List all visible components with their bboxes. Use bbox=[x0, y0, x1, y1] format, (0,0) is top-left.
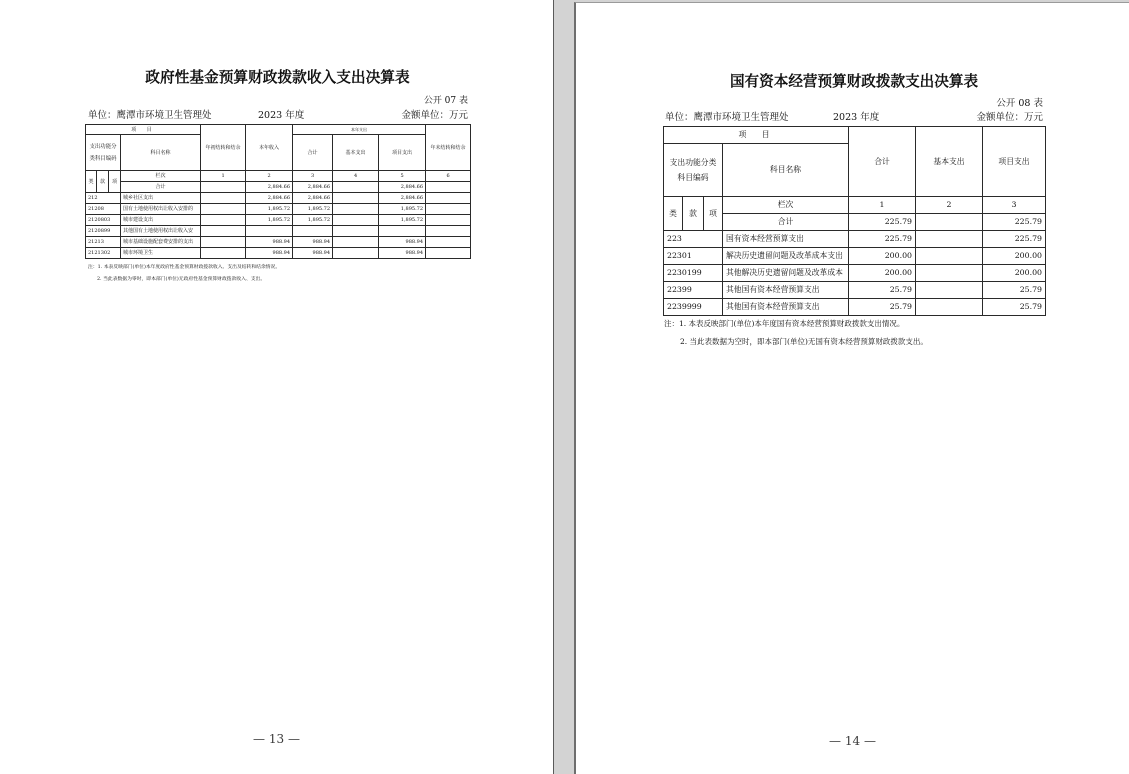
page-number: — 14 — bbox=[829, 734, 876, 748]
cell-begin-balance bbox=[201, 237, 246, 248]
table-row bbox=[86, 215, 471, 226]
cell-project: 200.00 bbox=[983, 248, 1046, 265]
row-code: 2120899 bbox=[86, 226, 121, 237]
column-index: 1 bbox=[201, 171, 246, 182]
cell-project: 225.79 bbox=[983, 231, 1046, 248]
cell-expense-total: 988.94 bbox=[293, 248, 333, 259]
table-row bbox=[664, 248, 1046, 265]
row-name: 城市环境卫生 bbox=[121, 248, 201, 259]
row-code: 223 bbox=[664, 231, 723, 248]
unit-label: 单位：鹰潭市环境卫生管理处 bbox=[88, 110, 212, 121]
header-project: 项目支出 bbox=[983, 127, 1046, 197]
cell-expense-basic bbox=[333, 215, 379, 226]
header-xiang: 项 bbox=[704, 197, 723, 231]
column-index-label: 栏次 bbox=[121, 171, 201, 182]
state-capital-table bbox=[663, 126, 1046, 316]
header-item: 项 目 bbox=[86, 125, 201, 135]
cell-income: 2,884.66 bbox=[246, 193, 293, 204]
cell-total: 25.79 bbox=[849, 282, 916, 299]
header-expense: 本年支出 bbox=[293, 125, 426, 135]
cell-basic bbox=[916, 231, 983, 248]
amount-unit: 金额单位：万元 bbox=[401, 110, 468, 121]
header-kuan: 款 bbox=[97, 171, 109, 193]
cell-project: 225.79 bbox=[983, 214, 1046, 231]
row-code: 2230199 bbox=[664, 265, 723, 282]
table-row bbox=[86, 248, 471, 259]
total-label: 合计 bbox=[723, 214, 849, 231]
document-page-13[interactable] bbox=[0, 0, 554, 774]
cell-begin-balance bbox=[201, 226, 246, 237]
table-row bbox=[664, 299, 1046, 316]
row-name: 国有资本经营预算支出 bbox=[723, 231, 849, 248]
column-index-label: 栏次 bbox=[723, 197, 849, 214]
cell-expense-total: 1,895.72 bbox=[293, 215, 333, 226]
total-row bbox=[86, 182, 471, 193]
cell-expense-basic bbox=[333, 182, 379, 193]
row-code: 21213 bbox=[86, 237, 121, 248]
table-row bbox=[664, 282, 1046, 299]
cell-expense-basic bbox=[333, 226, 379, 237]
row-code: 2120803 bbox=[86, 215, 121, 226]
cell-end-balance bbox=[426, 226, 471, 237]
cell-expense-project: 988.94 bbox=[379, 248, 426, 259]
table-row bbox=[86, 226, 471, 237]
cell-project: 200.00 bbox=[983, 265, 1046, 282]
cell-income bbox=[246, 226, 293, 237]
cell-basic bbox=[916, 214, 983, 231]
cell-income: 988.94 bbox=[246, 248, 293, 259]
column-index: 6 bbox=[426, 171, 471, 182]
row-name: 其他国有资本经营预算支出 bbox=[723, 282, 849, 299]
column-index: 4 bbox=[333, 171, 379, 182]
form-number: 公开 07 表 bbox=[423, 96, 468, 106]
header-code: 支出功能分类科目编码 bbox=[86, 135, 121, 171]
cell-expense-total: 2,884.66 bbox=[293, 182, 333, 193]
unit-label: 单位：鹰潭市环境卫生管理处 bbox=[665, 112, 789, 123]
header-basic: 基本支出 bbox=[916, 127, 983, 197]
page-number: — 13 — bbox=[253, 732, 300, 746]
cell-expense-project bbox=[379, 226, 426, 237]
row-name: 城市建设支出 bbox=[121, 215, 201, 226]
cell-total: 225.79 bbox=[849, 231, 916, 248]
cell-income: 1,895.72 bbox=[246, 204, 293, 215]
header-end-balance: 年末结转和结余 bbox=[426, 125, 471, 171]
cell-basic bbox=[916, 282, 983, 299]
form-number: 公开 08 表 bbox=[996, 98, 1043, 109]
cell-basic bbox=[916, 299, 983, 316]
fiscal-year: 2023 年度 bbox=[258, 110, 305, 121]
gov-fund-table bbox=[85, 124, 471, 259]
column-index: 2 bbox=[246, 171, 293, 182]
column-index-row bbox=[664, 197, 1046, 214]
fiscal-year: 2023 年度 bbox=[833, 112, 880, 123]
cell-expense-total bbox=[293, 226, 333, 237]
table-row bbox=[86, 204, 471, 215]
row-code: 2121302 bbox=[86, 248, 121, 259]
header-code: 支出功能分类科目编码 bbox=[664, 144, 723, 197]
cell-basic bbox=[916, 265, 983, 282]
cell-expense-total: 988.94 bbox=[293, 237, 333, 248]
table-row bbox=[664, 231, 1046, 248]
row-name: 其他解决历史遗留问题及改革成本 bbox=[723, 265, 849, 282]
cell-basic bbox=[916, 248, 983, 265]
table-row bbox=[86, 193, 471, 204]
table-note: 注：1. 本表反映部门(单位)本年度国有资本经营预算财政拨款支出情况。 bbox=[664, 319, 905, 328]
header-lei: 类 bbox=[86, 171, 97, 193]
cell-income: 1,895.72 bbox=[246, 215, 293, 226]
row-name: 解决历史遗留问题及改革成本支出 bbox=[723, 248, 849, 265]
cell-expense-project: 2,884.66 bbox=[379, 193, 426, 204]
header-expense-basic: 基本支出 bbox=[333, 135, 379, 171]
cell-expense-project: 1,895.72 bbox=[379, 204, 426, 215]
cell-total: 25.79 bbox=[849, 299, 916, 316]
cell-project: 25.79 bbox=[983, 282, 1046, 299]
cell-begin-balance bbox=[201, 215, 246, 226]
cell-expense-total: 2,884.66 bbox=[293, 193, 333, 204]
table-row bbox=[664, 265, 1046, 282]
row-name: 国有土地使用权出让收入安排的 bbox=[121, 204, 201, 215]
cell-end-balance bbox=[426, 182, 471, 193]
cell-begin-balance bbox=[201, 182, 246, 193]
cell-begin-balance bbox=[201, 204, 246, 215]
cell-end-balance bbox=[426, 204, 471, 215]
header-begin-balance: 年初结转和结余 bbox=[201, 125, 246, 171]
cell-total: 200.00 bbox=[849, 248, 916, 265]
cell-expense-basic bbox=[333, 204, 379, 215]
cell-total: 200.00 bbox=[849, 265, 916, 282]
cell-income: 2,884.66 bbox=[246, 182, 293, 193]
cell-expense-project: 1,895.72 bbox=[379, 215, 426, 226]
header-expense-project: 项目支出 bbox=[379, 135, 426, 171]
cell-begin-balance bbox=[201, 193, 246, 204]
table-row bbox=[86, 237, 471, 248]
header-row bbox=[664, 127, 1046, 144]
header-name: 科目名称 bbox=[121, 135, 201, 171]
row-name: 城乡社区支出 bbox=[121, 193, 201, 204]
cell-end-balance bbox=[426, 193, 471, 204]
cell-end-balance bbox=[426, 248, 471, 259]
cell-expense-project: 988.94 bbox=[379, 237, 426, 248]
table-note: 注：1. 本表反映部门(单位)本年度政府性基金预算财政拨款收入、支出及结转和结余情况。 bbox=[88, 265, 281, 270]
header-kuan: 款 bbox=[683, 197, 704, 231]
column-index: 3 bbox=[983, 197, 1046, 214]
table-note: 2. 当此表数据为零时，即本部门(单位)无政府性基金预算财政拨款收入、支出。 bbox=[97, 277, 266, 282]
row-code: 2239999 bbox=[664, 299, 723, 316]
column-index: 3 bbox=[293, 171, 333, 182]
cell-begin-balance bbox=[201, 248, 246, 259]
header-name: 科目名称 bbox=[723, 144, 849, 197]
header-xiang: 项 bbox=[109, 171, 121, 193]
row-code: 212 bbox=[86, 193, 121, 204]
row-name: 城市基础设施配套费安排的支出 bbox=[121, 237, 201, 248]
cell-project: 25.79 bbox=[983, 299, 1046, 316]
header-expense-total: 合计 bbox=[293, 135, 333, 171]
total-label: 合计 bbox=[121, 182, 201, 193]
table-note: 2. 当此表数据为空时，即本部门(单位)无国有资本经营预算财政拨款支出。 bbox=[680, 337, 928, 346]
row-code: 22301 bbox=[664, 248, 723, 265]
page-title: 政府性基金预算财政拨款收入支出决算表 bbox=[145, 69, 410, 86]
cell-end-balance bbox=[426, 215, 471, 226]
cell-expense-total: 1,895.72 bbox=[293, 204, 333, 215]
column-index: 2 bbox=[916, 197, 983, 214]
row-code: 21208 bbox=[86, 204, 121, 215]
page-title: 国有资本经营预算财政拨款支出决算表 bbox=[729, 73, 979, 90]
row-code: 22399 bbox=[664, 282, 723, 299]
cell-expense-basic bbox=[333, 193, 379, 204]
cell-income: 988.94 bbox=[246, 237, 293, 248]
amount-unit: 金额单位：万元 bbox=[976, 112, 1043, 123]
header-item: 项 目 bbox=[664, 127, 849, 144]
header-lei: 类 bbox=[664, 197, 683, 231]
column-index: 1 bbox=[849, 197, 916, 214]
cell-total: 225.79 bbox=[849, 214, 916, 231]
cell-end-balance bbox=[426, 237, 471, 248]
column-index-row bbox=[86, 171, 471, 182]
header-total: 合计 bbox=[849, 127, 916, 197]
row-name: 其他国有土地使用权出让收入安 bbox=[121, 226, 201, 237]
document-page-14[interactable] bbox=[574, 2, 1129, 774]
column-index: 5 bbox=[379, 171, 426, 182]
cell-expense-basic bbox=[333, 248, 379, 259]
cell-expense-project: 2,884.66 bbox=[379, 182, 426, 193]
row-name: 其他国有资本经营预算支出 bbox=[723, 299, 849, 316]
cell-expense-basic bbox=[333, 237, 379, 248]
header-row bbox=[86, 125, 471, 135]
header-income: 本年收入 bbox=[246, 125, 293, 171]
